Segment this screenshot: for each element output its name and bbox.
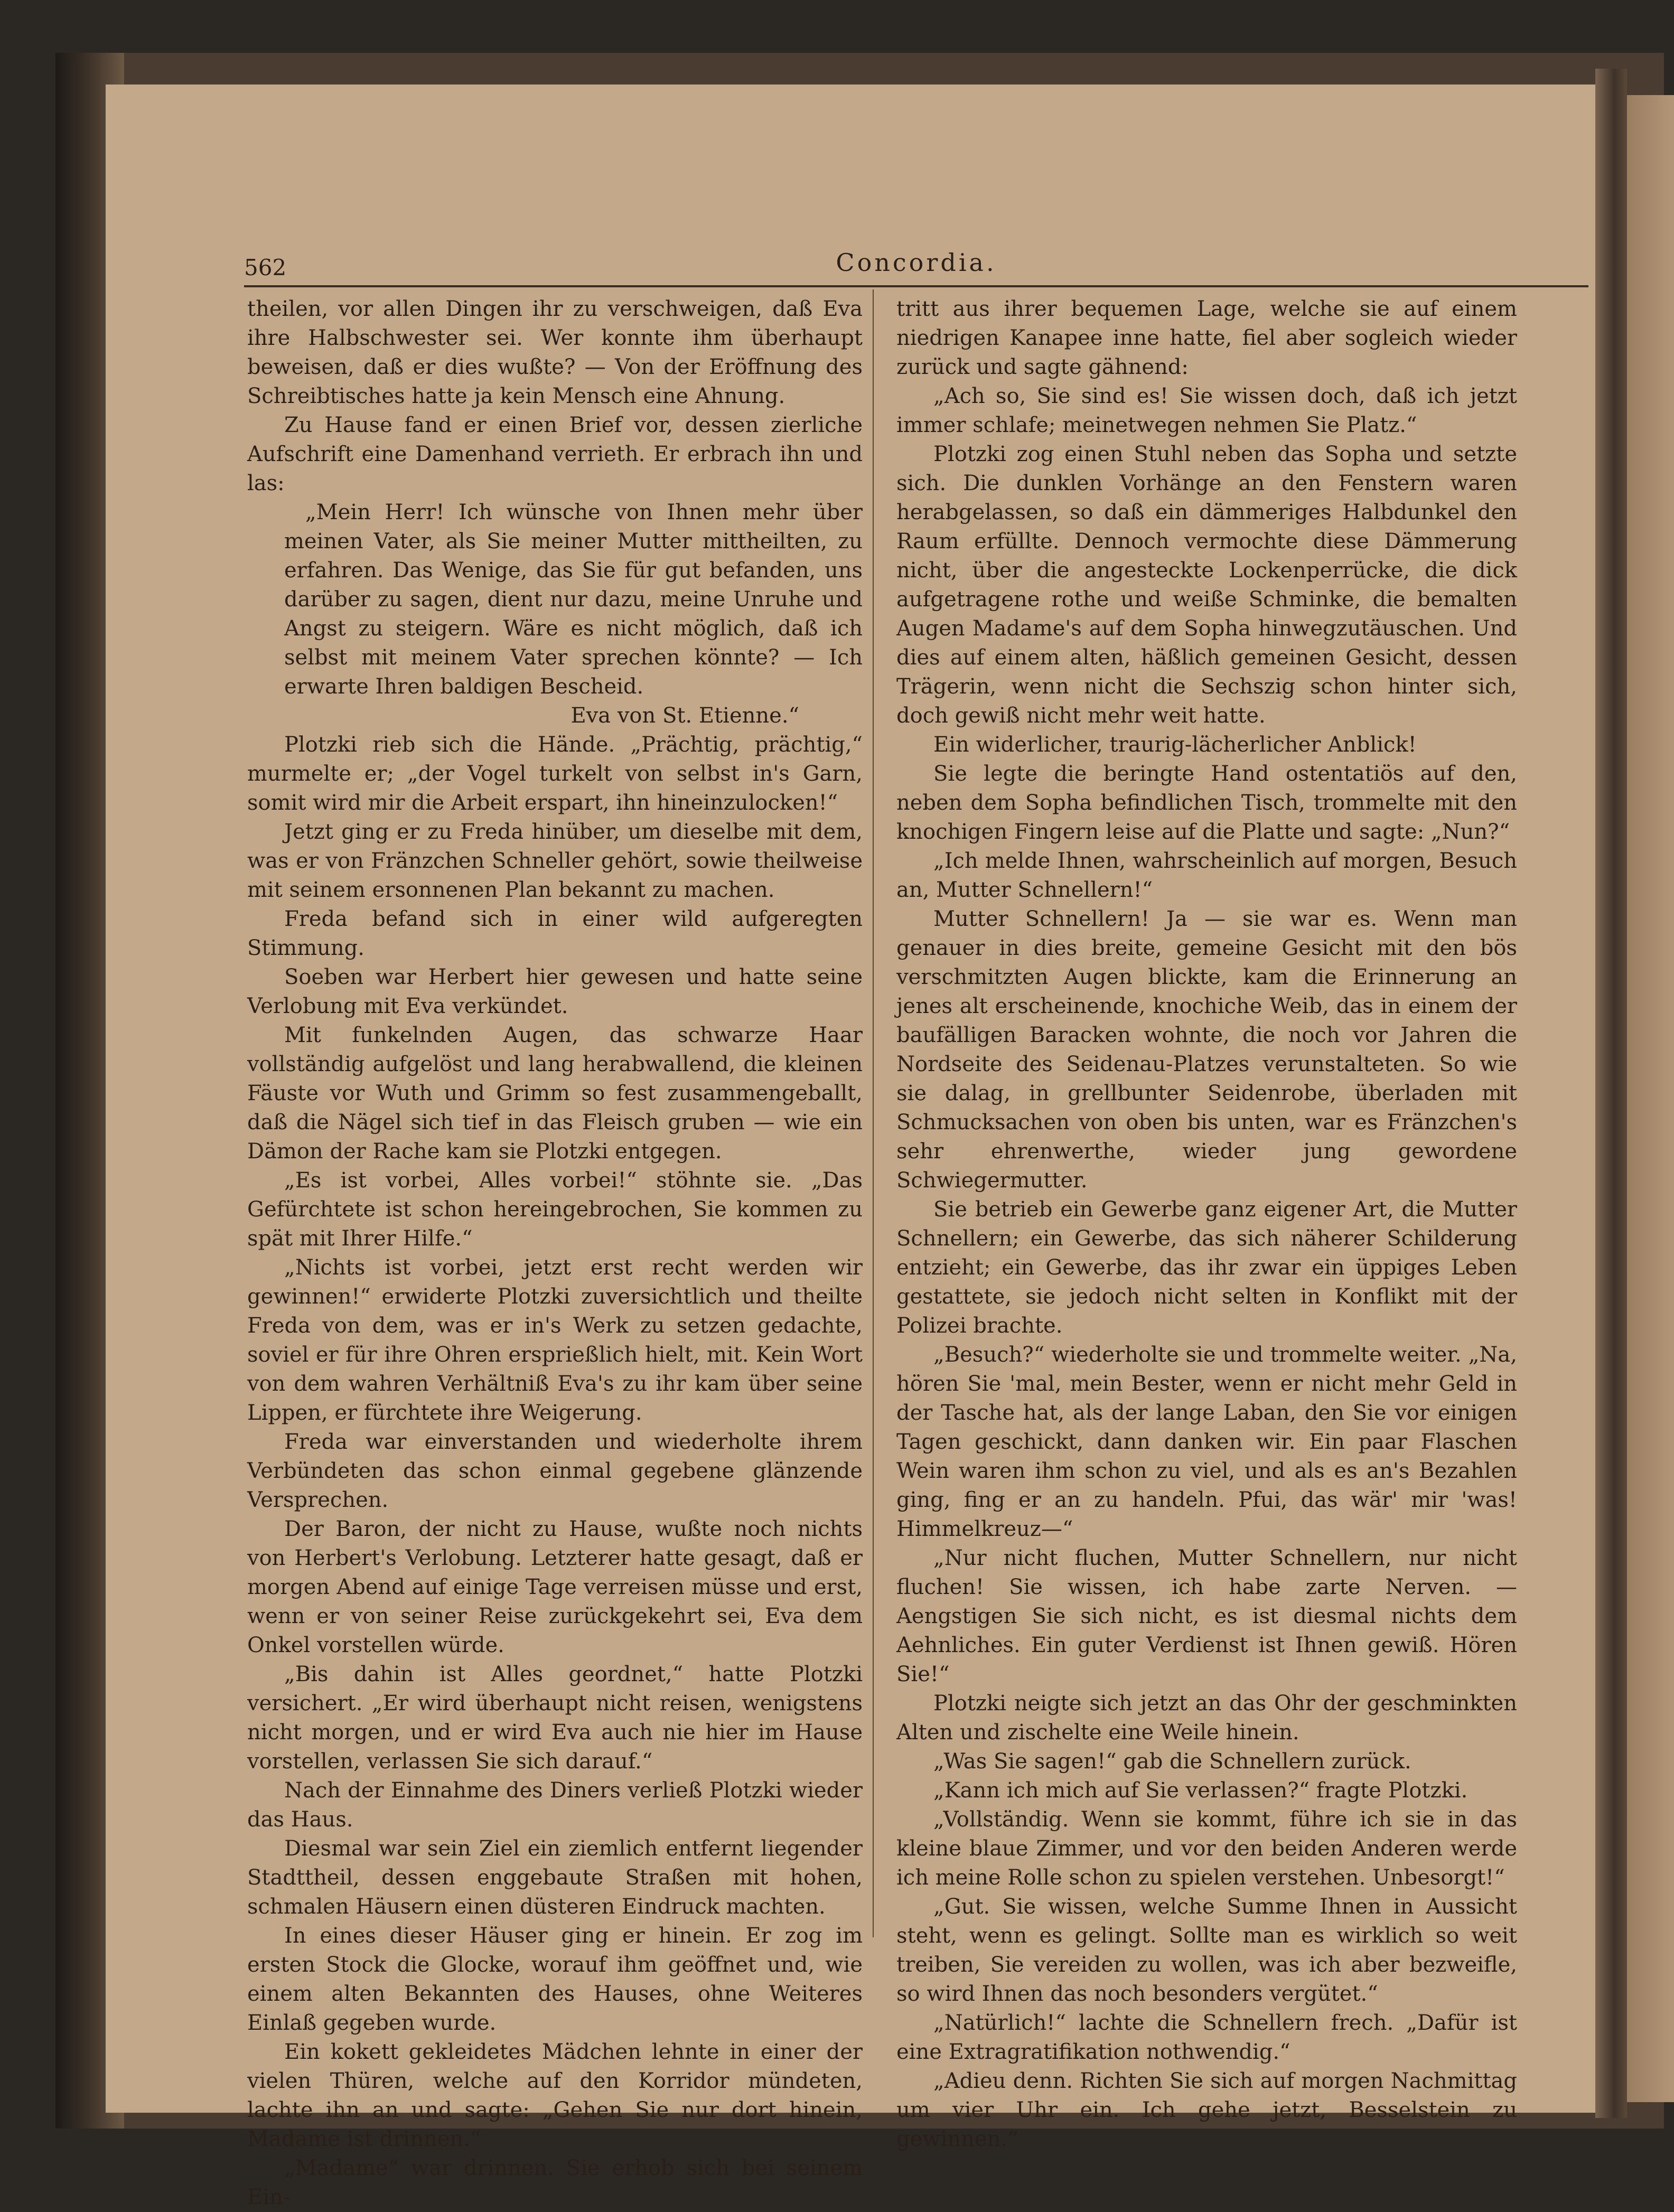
paragraph: Plotzki neigte sich jetzt an das Ohr der geschminkten Alten und zischelte eine Weile hinein. — [896, 1691, 1517, 1745]
paragraph: „Adieu denn. Richten Sie sich auf morgen Nachmittag um vier Uhr ein. Ich gehe jetzt, Besselstein zu gewinnen.“ — [896, 2069, 1517, 2151]
paragraph: „Ach so, Sie sind es! Sie wissen doch, daß ich jetzt immer schlafe; meinetwegen nehmen Sie Platz.“ — [896, 384, 1517, 437]
paragraph: Freda war einverstanden und wiederholte ihrem Verbündeten das schon einmal gegebene glänzende Versprechen. — [247, 1430, 863, 1512]
paragraph: „Ich melde Ihnen, wahrscheinlich auf morgen, Besuch an, Mutter Schnellern!“ — [896, 849, 1517, 902]
left-column — [247, 295, 863, 2209]
paragraph: „Besuch?“ wiederholte sie und trommelte weiter. „Na, hören Sie 'mal, mein Bester, wenn er nicht mehr Geld in der Tasche hat, als der lange Laban, den Sie vor einigen Tagen geschickt, dann danken wir. Ein paar Flaschen Wein waren ihm schon zu viel, und als es an's Bezahlen ging, fing er an zu handeln. Pfui, das wär' mir 'was! Himmelkreuz—“ — [896, 1343, 1517, 1541]
paragraph: Nach der Einnahme des Diners verließ Plotzki wieder das Haus. — [247, 1778, 863, 1832]
paragraph: theilen, vor allen Dingen ihr zu verschweigen, daß Eva ihre Halbschwester sei. Wer konnte ihm überhaupt beweisen, daß er dies wußte? — Von der Eröffnung des Schreibtisches hatte ja kein Mensch eine Ahnung. — [247, 297, 863, 408]
column-divider — [873, 289, 874, 1937]
header-rule — [244, 285, 1588, 287]
facing-page-edge — [1627, 95, 1674, 2102]
paragraph: Mit funkelnden Augen, das schwarze Haar vollständig aufgelöst und lang herabwallend, die kleinen Fäuste vor Wuth und Grimm so fest zusammengeballt, daß die Nägel sich tief in das Fleisch gruben — wie ein Dämon der Rache kam sie Plotzki entgegen. — [247, 1023, 863, 1164]
paragraph: „Bis dahin ist Alles geordnet,“ hatte Plotzki versichert. „Er wird überhaupt nicht reisen, wenigstens nicht morgen, und er wird Eva auch nie hier im Hause vorstellen, verlassen Sie sich darauf.“ — [247, 1662, 863, 1774]
paragraph: Diesmal war sein Ziel ein ziemlich entfernt liegender Stadttheil, dessen enggebaute Straßen mit hohen, schmalen Häusern einen düsteren Eindruck machten. — [247, 1836, 863, 1919]
paragraph: Der Baron, der nicht zu Hause, wußte noch nichts von Herbert's Verlobung. Letzterer hatte gesagt, daß er morgen Abend auf einige Tage verreisen müsse und erst, wenn er von seiner Reise zurückgekehrt sei, Eva dem Onkel vorstellen würde. — [247, 1517, 863, 1657]
paragraph: Ein kokett gekleidetes Mädchen lehnte in einer der vielen Thüren, welche auf den Korridor mündeten, lachte ihn an und sagte: „Gehen Sie nur dort hinein, Madame ist drinnen.“ — [247, 2040, 863, 2151]
paragraph: „Madame“ war drinnen. Sie erhob sich bei seinem Ein- — [247, 2156, 863, 2209]
paragraph: „Vollständig. Wenn sie kommt, führe ich sie in das kleine blaue Zimmer, und vor den beiden Anderen werde ich meine Rolle schon zu spielen verstehen. Unbesorgt!“ — [896, 1807, 1517, 1890]
paragraph: In eines dieser Häuser ging er hinein. Er zog im ersten Stock die Glocke, worauf ihm geöffnet und, wie einem alten Bekannten des Hauses, ohne Weiteres Einlaß gegeben wurde. — [247, 1924, 863, 2035]
paragraph: Soeben war Herbert hier gewesen und hatte seine Verlobung mit Eva verkündet. — [247, 965, 863, 1018]
paragraph: „Gut. Sie wissen, welche Summe Ihnen in Aussicht steht, wenn es gelingt. Sollte man es wirklich so weit treiben, Sie vereiden zu wollen, was ich aber bezweifle, so wird Ihnen das noch besonders vergütet.“ — [896, 1895, 1517, 2006]
paragraph: „Natürlich!“ lachte die Schnellern frech. „Dafür ist eine Extragratifikation nothwendig.“ — [896, 2011, 1517, 2064]
paragraph: tritt aus ihrer bequemen Lage, welche sie auf einem niedrigen Kanapee inne hatte, fiel aber sogleich wieder zurück und sagte gähnend: — [896, 297, 1517, 379]
paragraph: Freda befand sich in einer wild aufgeregten Stimmung. — [247, 907, 863, 960]
right-column — [896, 295, 1517, 2151]
paragraph: Plotzki zog einen Stuhl neben das Sopha und setzte sich. Die dunklen Vorhänge an den Fenstern waren herabgelassen, so daß ein dämmeriges Halbdunkel den Raum erfüllte. Dennoch vermochte diese Dämmerung nicht, über die angesteckte Lockenperrücke, die dick aufgetragene rothe und weiße Schminke, die bemalten Augen Madame's auf dem Sopha hinwegzutäuschen. Und dies auf einem alten, häßlich gemeinen Gesicht, dessen Trägerin, wenn nicht die Sechszig schon hinter sich, doch gewiß nicht mehr weit hatte. — [896, 442, 1517, 728]
paragraph: Ein widerlicher, traurig-lächerlicher Anblick! — [933, 733, 1417, 757]
paragraph: Jetzt ging er zu Freda hinüber, um dieselbe mit dem, was er von Fränzchen Schneller gehört, sowie theilweise mit seinem ersonnenen Plan bekannt zu machen. — [247, 820, 863, 902]
paragraph: Sie legte die beringte Hand ostentatiös auf den, neben dem Sopha befindlichen Tisch, trommelte mit den knochigen Fingern leise auf die Platte und sagte: „Nun?“ — [896, 762, 1517, 844]
paragraph: „Kann ich mich auf Sie verlassen?“ fragte Plotzki. — [933, 1778, 1468, 1803]
paragraph: Eva von St. Etienne.“ — [571, 704, 799, 728]
paragraph: Plotzki rieb sich die Hände. „Prächtig, prächtig,“ murmelte er; „der Vogel turkelt von selbst in's Garn, somit wird mir die Arbeit erspart, ihn hineinzulocken!“ — [247, 733, 863, 815]
paragraph: „Was Sie sagen!“ gab die Schnellern zurück. — [933, 1749, 1411, 1774]
paragraph: Zu Hause fand er einen Brief vor, dessen zierliche Aufschrift eine Damenhand verrieth. Er erbrach ihn und las: — [247, 413, 863, 495]
page-number: 562 — [244, 255, 287, 280]
paragraph: „Es ist vorbei, Alles vorbei!“ stöhnte sie. „Das Gefürchtete ist schon hereingebrochen, Sie kommen zu spät mit Ihrer Hilfe.“ — [247, 1168, 863, 1251]
paragraph: „Nichts ist vorbei, jetzt erst recht werden wir gewinnen!“ erwiderte Plotzki zuversichtlich und theilte Freda von dem, was er in's Werk zu setzen gedachte, soviel er für ihre Ohren ersprießlich hielt, mit. Kein Wort von dem wahren Verhältniß Eva's zu ihr kam über seine Lippen, er fürchtete ihre Weigerung. — [247, 1255, 863, 1425]
page-header — [244, 248, 1588, 290]
paragraph: Sie betrieb ein Gewerbe ganz eigener Art, die Mutter Schnellern; ein Gewerbe, das sich näherer Schilderung entzieht; ein Gewerbe, das ihr zwar ein üppiges Leben gestattete, sie jedoch nicht selten in Konflikt mit der Polizei brachte. — [896, 1197, 1517, 1338]
page-gutter-shadow — [1595, 69, 1627, 2118]
running-head: Concordia. — [836, 248, 997, 277]
paragraph: „Nur nicht fluchen, Mutter Schnellern, nur nicht fluchen! Sie wissen, ich habe zarte Nerven. — Aengstigen Sie sich nicht, es ist diesmal nichts dem Aehnliches. Ein guter Verdienst ist Ihnen gewiß. Hören Sie!“ — [896, 1546, 1517, 1686]
paragraph: Mutter Schnellern! Ja — sie war es. Wenn man genauer in dies breite, gemeine Gesicht mit den bös verschmitzten Augen blickte, kam die Erinnerung an jenes alt erscheinende, knochiche Weib, das in einem der baufälligen Baracken wohnte, die noch vor Jahren die Nordseite des Seidenau-Platzes verunstalteten. So wie sie dalag, in grellbunter Seidenrobe, überladen mit Schmucksachen von oben bis unten, war es Fränzchen's sehr ehrenwerthe, wieder jung gewordene Schwiegermutter. — [896, 907, 1517, 1193]
paragraph: „Mein Herr! Ich wünsche von Ihnen mehr über meinen Vater, als Sie meiner Mutter mittheilten, zu erfahren. Das Wenige, das Sie für gut befanden, uns darüber zu sagen, dient nur dazu, meine Unruhe und Angst zu steigern. Wäre es nicht möglich, daß ich selbst mit meinem Vater sprechen könnte? — Ich erwarte Ihren baldigen Bescheid. — [284, 500, 863, 699]
